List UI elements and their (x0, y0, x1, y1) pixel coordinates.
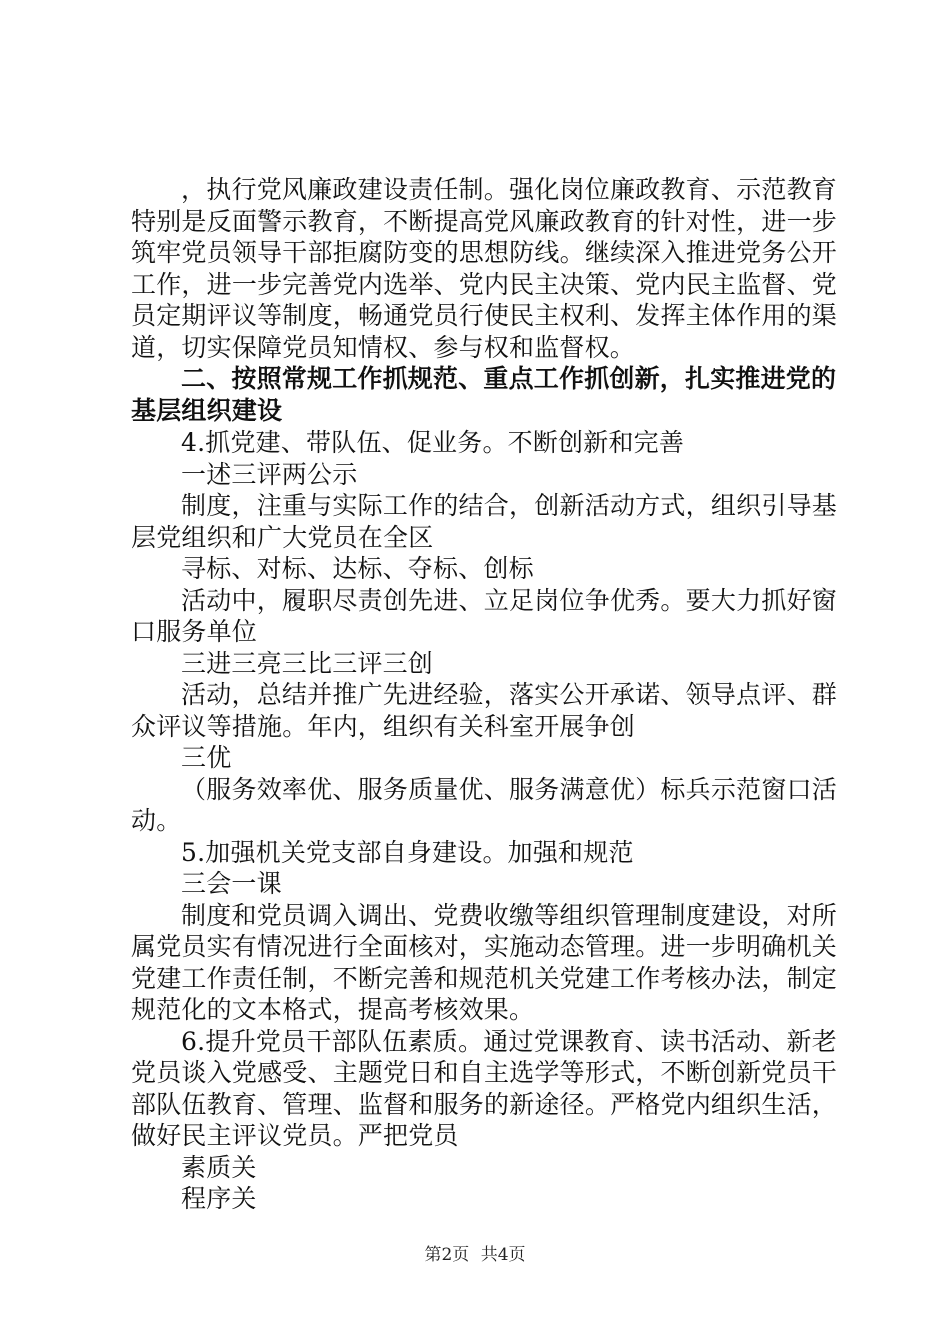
paragraph: 6.提升党员干部队伍素质。通过党课教育、读书活动、新老党员谈入党感受、主题党日和自主选学等形式，不断创新党员干部队伍教育、管理、监督和服务的新途径。严格党内组织生活，做好民主评议党员。严把党员 (131, 1026, 837, 1150)
paragraph: 素质关 (181, 1152, 257, 1182)
paragraph: 三优 (181, 743, 232, 772)
paragraph: 一述三评两公示 (181, 459, 358, 489)
paragraph: 程序关 (181, 1184, 257, 1213)
paragraph: 活动，总结并推广先进经验，落实公开承诺、领导点评、群众评议等措施。年内，组织有关科室开展争创 (131, 680, 837, 741)
paragraph: 制度，注重与实际工作的结合，创新活动方式，组织引导基层党组织和广大党员在全区 (131, 491, 837, 552)
paragraph: 制度和党员调入调出、党费收缴等组织管理制度建设，对所属党员实有情况进行全面核对，实施动态管理。进一步明确机关党建工作责任制，不断完善和规范机关党建工作考核办法，制定规范化的文本格式，提高考核效果。 (131, 900, 837, 1024)
page-number: 第2页 (424, 1245, 470, 1265)
paragraph: 5.加强机关党支部自身建设。加强和规范 (181, 837, 634, 867)
paragraph: 4.抓党建、带队伍、促业务。不断创新和完善 (181, 428, 685, 457)
page-footer (0, 1245, 950, 1265)
paragraph: ，执行党风廉政建设责任制。强化岗位廉政教育、示范教育特别是反面警示教育，不断提高党风廉政教育的针对性，进一步筑牢党员领导干部拒腐防变的思想防线。继续深入推进党务公开工作，进一步完善党内选举、党内民主决策、党内民主监督、党员定期评议等制度，畅通党员行使民主权利、发挥主体作用的渠道，切实保障党员知情权、参与权和监督权。 (131, 175, 837, 362)
paragraph: 活动中，履职尽责创先进、立足岗位争优秀。要大力抓好窗口服务单位 (131, 585, 837, 646)
paragraph: 三进三亮三比三评三创 (181, 648, 434, 678)
paragraph: （服务效率优、服务质量优、服务满意优）标兵示范窗口活动。 (131, 774, 837, 835)
paragraph: 三会一课 (181, 869, 282, 898)
paragraph: 寻标、对标、达标、夺标、创标 (181, 554, 534, 583)
section-heading: 二、按照常规工作抓规范、重点工作抓创新，扎实推进党的基层组织建设 (131, 364, 837, 425)
page-total: 共4页 (480, 1245, 526, 1265)
document-body (131, 174, 837, 1215)
